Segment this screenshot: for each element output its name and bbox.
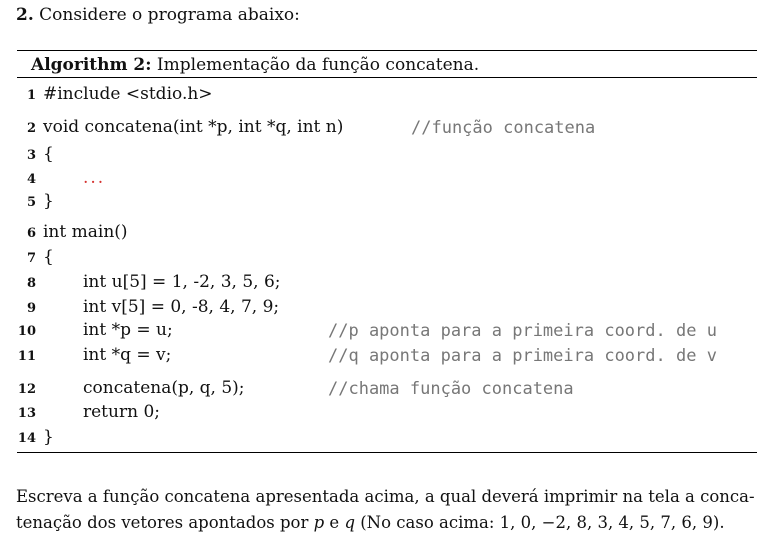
instruction-text: tenação dos vetores apontados por (16, 513, 314, 532)
line-number: 7 (26, 251, 36, 266)
line-number: 2 (26, 121, 36, 136)
algorithm-top-rule (17, 50, 757, 51)
line-number: 8 (26, 276, 36, 291)
instruction-line-2 (16, 513, 725, 532)
code-line: concatena(p, q, 5); (83, 378, 245, 398)
code-comment: //chama função concatena (328, 379, 574, 399)
code-comment: //função concatena (411, 118, 596, 138)
code-line: int *q = v; (83, 345, 172, 365)
code-comment: //p aponta para a primeira coord. de u (328, 321, 717, 341)
line-number: 1 (26, 88, 36, 103)
variable-p: p (313, 513, 325, 532)
line-number: 6 (26, 226, 36, 241)
instruction-text: (No caso acima: 1, 0, −2, 8, 3, 4, 5, 7, 6, 9). (355, 513, 725, 532)
code-line: int u[5] = 1, -2, 3, 5, 6; (83, 272, 281, 292)
instruction-line-1: Escreva a função concatena apresentada acima, a qual deverá imprimir na tela a conca- (16, 487, 755, 506)
line-number: 12 (17, 382, 36, 397)
algorithm-label: Algorithm 2: (31, 55, 152, 75)
line-number: 5 (26, 195, 36, 210)
question-text: Considere o programa abaixo: (39, 5, 300, 25)
algorithm-caption-text: Implementação da função concatena. (156, 55, 480, 75)
code-comment: //q aponta para a primeira coord. de v (328, 346, 717, 366)
question-heading (16, 5, 300, 25)
line-number: 3 (26, 148, 36, 163)
line-number: 14 (17, 431, 36, 446)
algorithm-bottom-rule (17, 452, 757, 453)
code-line: } (43, 427, 54, 447)
code-line: } (43, 191, 54, 211)
line-number: 11 (17, 349, 36, 364)
line-number: 9 (26, 301, 36, 316)
question-number: 2. (16, 5, 34, 25)
algorithm-caption-rule (17, 77, 757, 78)
code-line: int *p = u; (83, 320, 173, 340)
line-number: 13 (17, 406, 36, 421)
variable-q: q (344, 513, 355, 532)
code-line: { (43, 144, 54, 164)
instruction-text: e (324, 513, 345, 532)
code-line: void concatena(int *p, int *q, int n) (43, 117, 344, 137)
algorithm-caption (31, 55, 479, 75)
line-number: 4 (26, 172, 36, 187)
code-line: int main() (43, 222, 128, 242)
code-line: { (43, 247, 54, 267)
code-line: int v[5] = 0, -8, 4, 7, 9; (83, 297, 280, 317)
line-number: 10 (17, 324, 36, 339)
code-line: ... (83, 168, 106, 188)
code-line: #include <stdio.h> (43, 84, 213, 104)
code-line: return 0; (83, 402, 160, 422)
